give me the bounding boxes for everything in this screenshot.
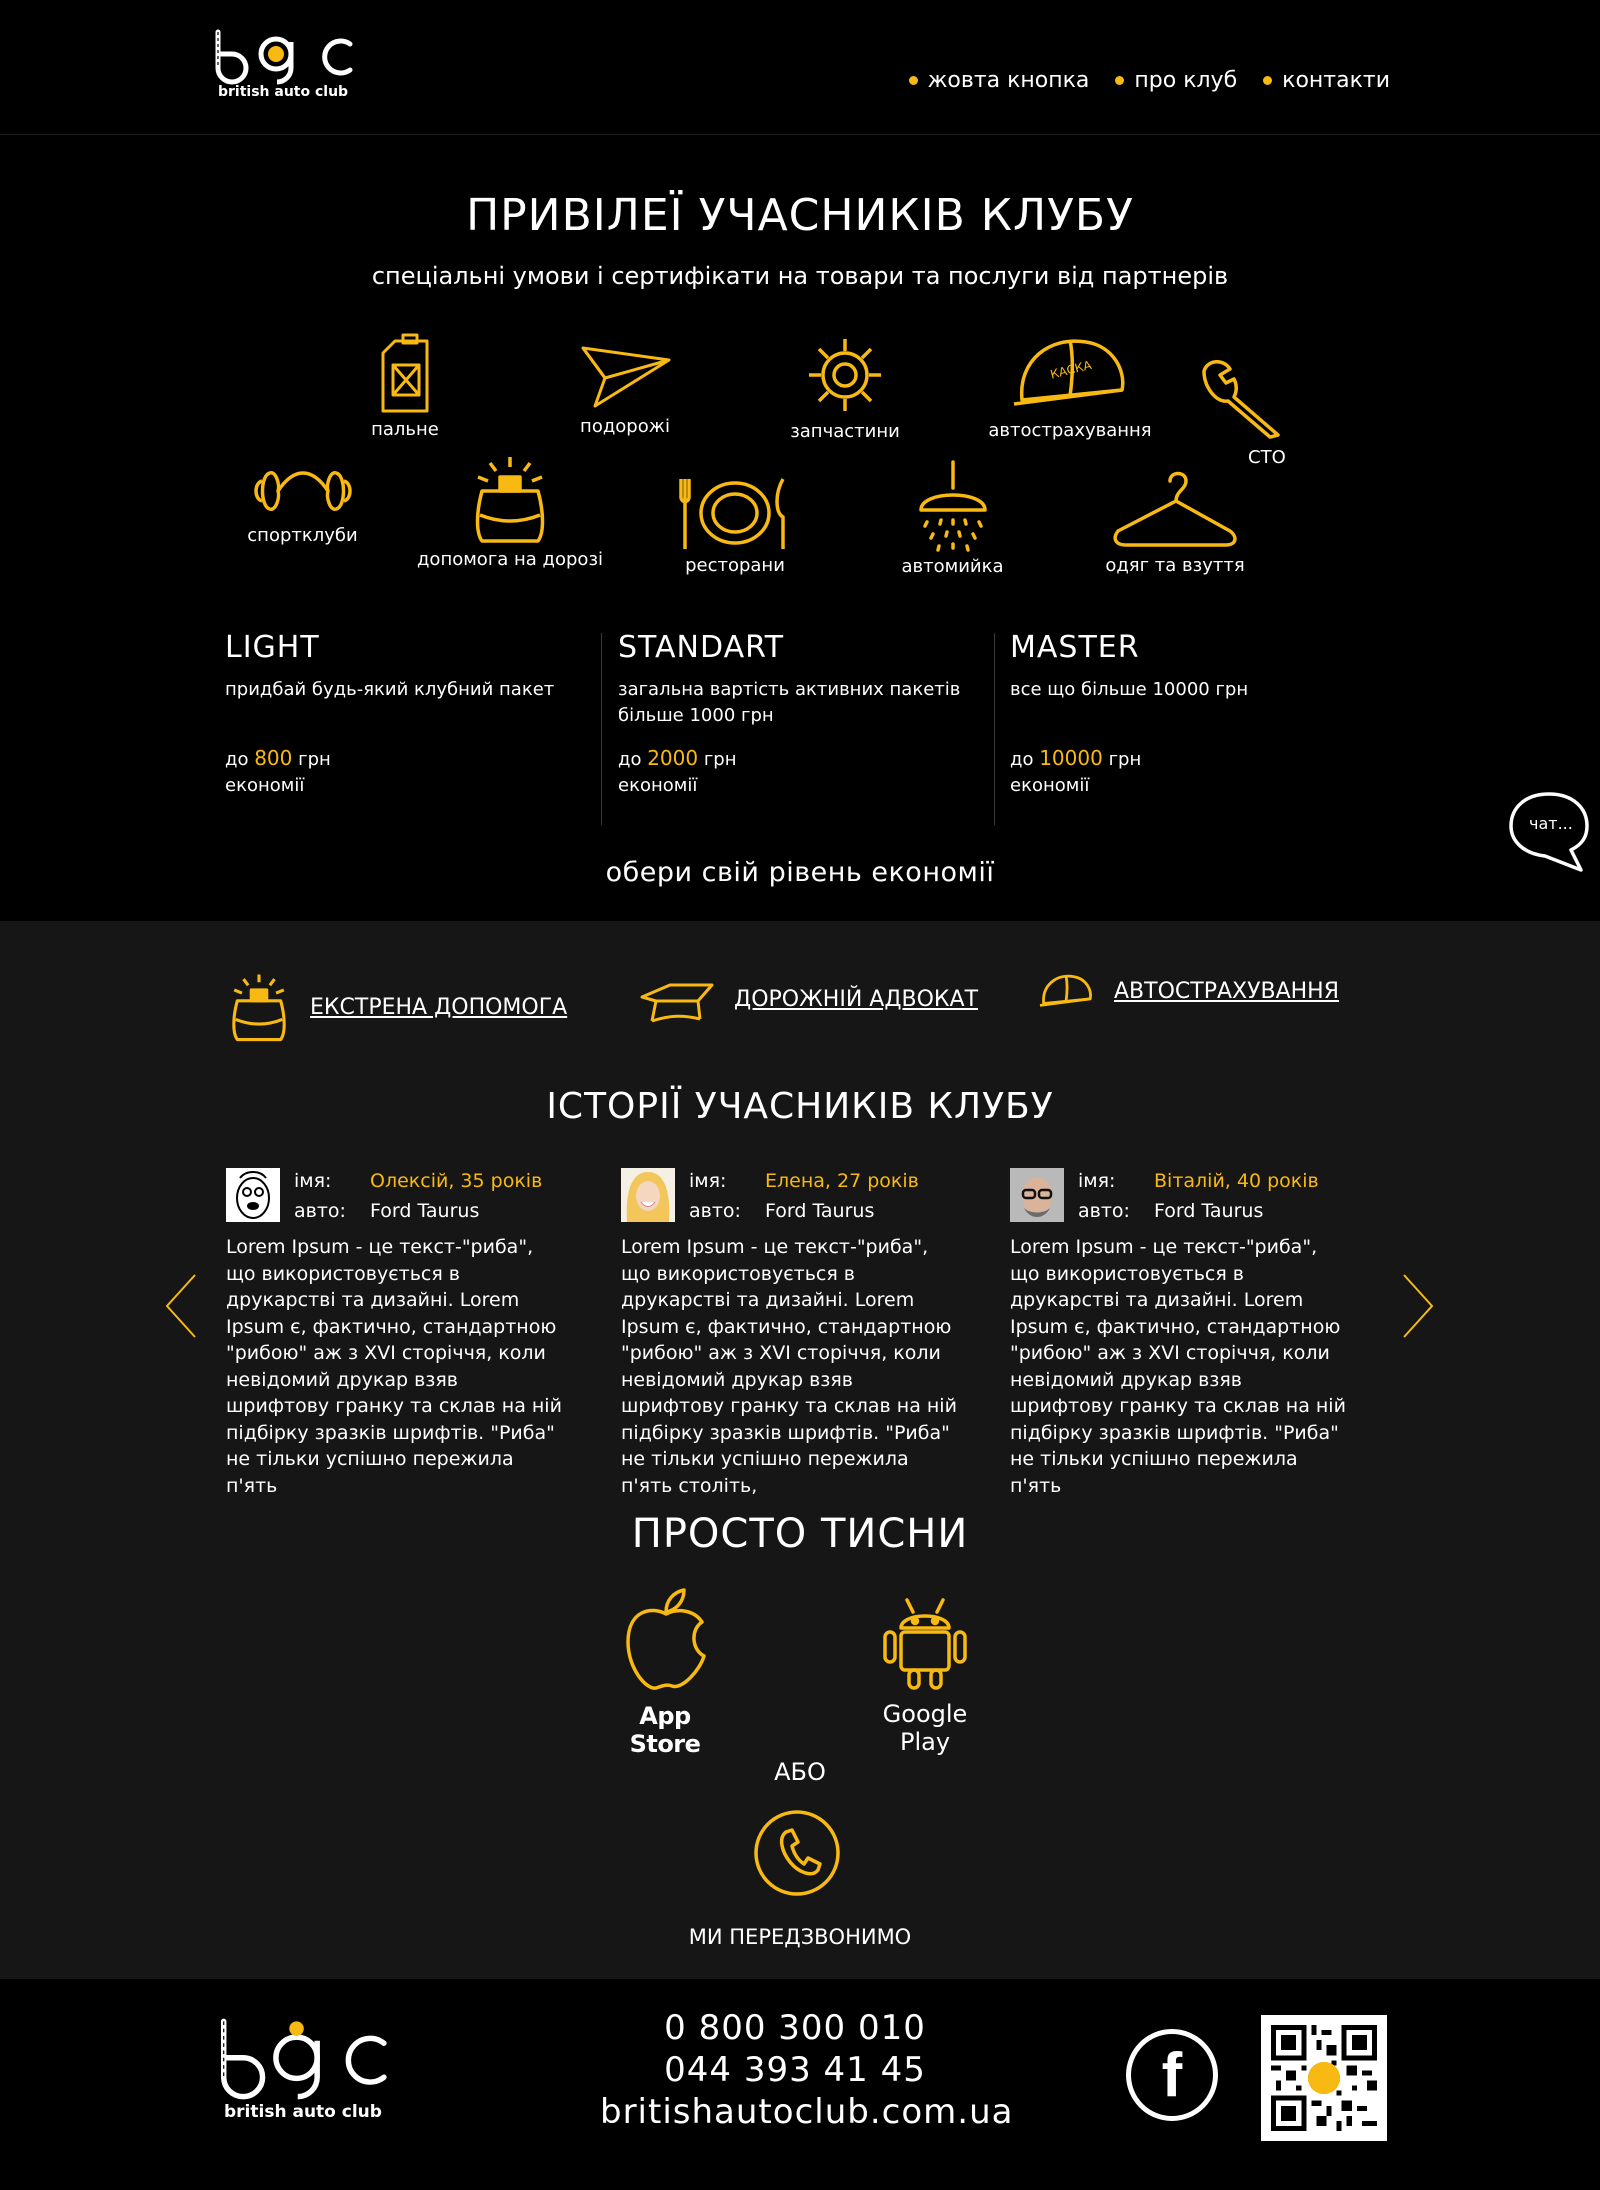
callback-label[interactable]: МИ ПЕРЕДЗВОНИМО bbox=[688, 1925, 912, 1949]
bullet-icon bbox=[1263, 76, 1272, 85]
shower-icon bbox=[913, 460, 993, 552]
site-header bbox=[0, 0, 1600, 135]
qr-code-icon bbox=[1271, 2025, 1377, 2131]
avatar bbox=[1010, 1168, 1064, 1222]
site-footer bbox=[0, 1979, 1600, 2190]
nav-yellow-button[interactable] bbox=[909, 68, 1090, 93]
nav-label: про клуб bbox=[1134, 68, 1238, 93]
main-nav bbox=[909, 68, 1390, 93]
bac-logo-icon bbox=[214, 2016, 390, 2102]
member-name: Елена, 27 років bbox=[765, 1170, 919, 1192]
story-text: Lorem Ipsum - це текст-"риба", що використовується в друкарстві та дизайні. Lorem Ipsum є, фактично, стандартною "рибою" аж з XVI сторіччя, коли невідомий друкар взяв шрифтову гранку та склав на ній підбірку зразків шрифтів. "Риба" не тільки успішно пережила п'ять bbox=[1010, 1236, 1346, 1497]
plan-name: LIGHT bbox=[225, 630, 320, 665]
wrench-icon bbox=[1198, 357, 1288, 439]
plan-description: все що більше 10000 грн bbox=[1010, 679, 1249, 700]
category-label: пальне bbox=[371, 419, 439, 440]
gear-icon bbox=[803, 333, 887, 417]
facebook-glyph: f bbox=[1161, 2040, 1183, 2110]
member-car: Ford Taurus bbox=[1154, 1200, 1264, 1222]
google-play-button[interactable] bbox=[860, 1594, 990, 1756]
plan-description: придбай будь-який клубний пакет bbox=[225, 679, 555, 700]
category-label: автомийка bbox=[901, 556, 1004, 577]
footer-contacts bbox=[600, 2007, 1014, 2133]
story-card bbox=[226, 1168, 566, 1497]
service-lawyer-link[interactable] bbox=[640, 971, 978, 1027]
avatar bbox=[226, 1168, 280, 1222]
service-insurance-link[interactable] bbox=[1038, 971, 1339, 1011]
nav-label: жовта кнопка bbox=[927, 68, 1090, 93]
paper-plane-icon bbox=[575, 340, 675, 412]
category-label: допомога на дорозі bbox=[416, 549, 604, 570]
chevron-left-icon bbox=[163, 1271, 199, 1341]
hanger-icon bbox=[1110, 467, 1240, 551]
footer-logo-caption: british auto club bbox=[224, 2102, 382, 2122]
story-text: Lorem Ipsum - це текст-"риба", що використовується в друкарстві та дизайні. Lorem Ipsum є, фактично, стандартною "рибою" аж з XVI сторіччя, коли невідомий друкар взяв шрифтову гранку та склав на ній підбірку зразків шрифтів. "Риба" не тільки успішно пережила п'ять bbox=[226, 1236, 562, 1497]
category-label: запчастини bbox=[790, 421, 900, 442]
category-restaurants[interactable] bbox=[670, 475, 800, 576]
footer-logo[interactable] bbox=[214, 2016, 394, 2122]
woman-photo-icon bbox=[621, 1168, 675, 1222]
apps-title: ПРОСТО ТИСНИ bbox=[631, 1511, 969, 1557]
story-card bbox=[621, 1168, 961, 1497]
category-travel[interactable] bbox=[570, 340, 680, 437]
category-label: спортклуби bbox=[247, 525, 358, 546]
services-section bbox=[0, 921, 1600, 1979]
category-label: подорожі bbox=[580, 416, 670, 437]
app-store-button[interactable] bbox=[600, 1586, 730, 1758]
chevron-right-icon bbox=[1400, 1271, 1436, 1341]
category-clothes[interactable] bbox=[1100, 467, 1250, 576]
nav-label: контакти bbox=[1282, 68, 1390, 93]
category-service-station[interactable] bbox=[1198, 357, 1298, 468]
siren-icon bbox=[470, 453, 550, 545]
plan-savings-value: 2000 bbox=[647, 746, 699, 770]
plan-standart[interactable] bbox=[618, 630, 968, 820]
or-label: АБО bbox=[774, 1758, 826, 1786]
nav-about[interactable] bbox=[1115, 68, 1237, 93]
plan-divider bbox=[994, 633, 995, 825]
plate-cutlery-icon bbox=[675, 475, 795, 551]
helmet-icon bbox=[1010, 330, 1130, 416]
plan-divider bbox=[601, 633, 602, 825]
car-label: авто: bbox=[1078, 1200, 1130, 1222]
category-insurance[interactable] bbox=[980, 330, 1160, 441]
avatar bbox=[621, 1168, 675, 1222]
android-icon bbox=[877, 1594, 973, 1690]
plan-savings-value: 800 bbox=[254, 746, 293, 770]
category-parts[interactable] bbox=[780, 333, 910, 442]
qr-code bbox=[1261, 2015, 1387, 2141]
facebook-icon[interactable] bbox=[1126, 2029, 1218, 2121]
siren-icon bbox=[228, 971, 290, 1043]
app-store-label: App Store bbox=[629, 1702, 701, 1758]
story-text: Lorem Ipsum - це текст-"риба", що використовується в друкарстві та дизайні. Lorem Ipsum є, фактично, стандартною "рибою" аж з XVI сторіччя, коли невідомий друкар взяв шрифтову гранку та склав на ній підбірку зразків шрифтів. "Риба" не тільки успішно пережила п'ять століть, bbox=[621, 1236, 957, 1497]
bullet-icon bbox=[1115, 76, 1124, 85]
category-sport[interactable] bbox=[240, 457, 365, 546]
chat-label: чат... bbox=[1529, 814, 1573, 833]
plan-name: STANDART bbox=[618, 630, 785, 665]
category-label: одяг та взуття bbox=[1105, 555, 1245, 576]
category-carwash[interactable] bbox=[895, 460, 1010, 577]
fuel-can-icon bbox=[373, 335, 437, 415]
service-label: АВТОСТРАХУВАННЯ bbox=[1114, 978, 1340, 1004]
plan-light[interactable] bbox=[225, 630, 575, 820]
choose-level-link[interactable]: обери свій рівень економії bbox=[605, 857, 995, 888]
dumbbell-icon bbox=[248, 457, 358, 521]
stories-prev-arrow[interactable] bbox=[163, 1271, 199, 1345]
website-link[interactable]: britishautoclub.com.ua bbox=[600, 2092, 1014, 2132]
man-photo-icon bbox=[1010, 1168, 1064, 1222]
category-label: СТО bbox=[1248, 447, 1286, 468]
category-roadside[interactable] bbox=[410, 453, 610, 570]
logo-caption: british auto club bbox=[218, 84, 349, 100]
story-card bbox=[1010, 1168, 1350, 1497]
member-name: Віталій, 40 років bbox=[1154, 1170, 1319, 1192]
cartoon-face-icon bbox=[226, 1168, 280, 1222]
member-name: Олексій, 35 років bbox=[370, 1170, 543, 1192]
member-car: Ford Taurus bbox=[370, 1200, 480, 1222]
phone-icon bbox=[752, 1808, 842, 1898]
privileges-subtitle: спеціальні умови і сертифікати на товари та послуги від партнерів bbox=[371, 262, 1229, 290]
privileges-section bbox=[0, 135, 1600, 921]
chat-button[interactable] bbox=[1507, 790, 1591, 874]
name-label: імя: bbox=[1078, 1170, 1116, 1192]
bac-logo-icon bbox=[210, 28, 355, 82]
callback-button[interactable] bbox=[752, 1808, 842, 1898]
google-play-label: Google Play bbox=[882, 1700, 968, 1756]
plan-savings: до 10000 грн економії bbox=[1010, 746, 1142, 796]
category-label: ресторани bbox=[685, 555, 785, 576]
plan-name: MASTER bbox=[1010, 630, 1140, 665]
nav-contacts[interactable] bbox=[1263, 68, 1390, 93]
name-label: імя: bbox=[689, 1170, 727, 1192]
bullet-icon bbox=[909, 76, 918, 85]
service-label: ЕКСТРЕНА ДОПОМОГА bbox=[310, 994, 568, 1020]
svg-text:КАСКА: КАСКА bbox=[1048, 357, 1093, 382]
plan-savings-value: 10000 bbox=[1039, 746, 1103, 770]
plan-description: загальна вартість активних пакетів більше 1000 грн bbox=[618, 679, 961, 726]
graduation-cap-icon bbox=[640, 971, 714, 1027]
apple-icon bbox=[622, 1586, 708, 1692]
car-label: авто: bbox=[689, 1200, 741, 1222]
member-car: Ford Taurus bbox=[765, 1200, 875, 1222]
phone-hotline[interactable]: 0 800 300 010 bbox=[664, 2008, 926, 2048]
phone-city[interactable]: 044 393 41 45 bbox=[664, 2050, 926, 2090]
car-label: авто: bbox=[294, 1200, 346, 1222]
plan-savings: до 2000 грн економії bbox=[618, 746, 737, 796]
plan-savings: до 800 грн економії bbox=[225, 746, 331, 796]
stories-next-arrow[interactable] bbox=[1400, 1271, 1436, 1345]
plan-master[interactable] bbox=[1010, 630, 1360, 820]
category-fuel[interactable] bbox=[360, 335, 450, 440]
privileges-title: ПРИВІЛЕЇ УЧАСНИКІВ КЛУБУ bbox=[466, 190, 1134, 241]
category-label: автострахування bbox=[988, 420, 1152, 441]
helmet-icon bbox=[1038, 971, 1094, 1011]
name-label: імя: bbox=[294, 1170, 332, 1192]
service-emergency-link[interactable] bbox=[228, 971, 567, 1043]
logo[interactable] bbox=[210, 28, 360, 100]
stories-title: ІСТОРІЇ УЧАСНИКІВ КЛУБУ bbox=[546, 1086, 1054, 1127]
service-label: ДОРОЖНІЙ АДВОКАТ bbox=[734, 986, 979, 1012]
